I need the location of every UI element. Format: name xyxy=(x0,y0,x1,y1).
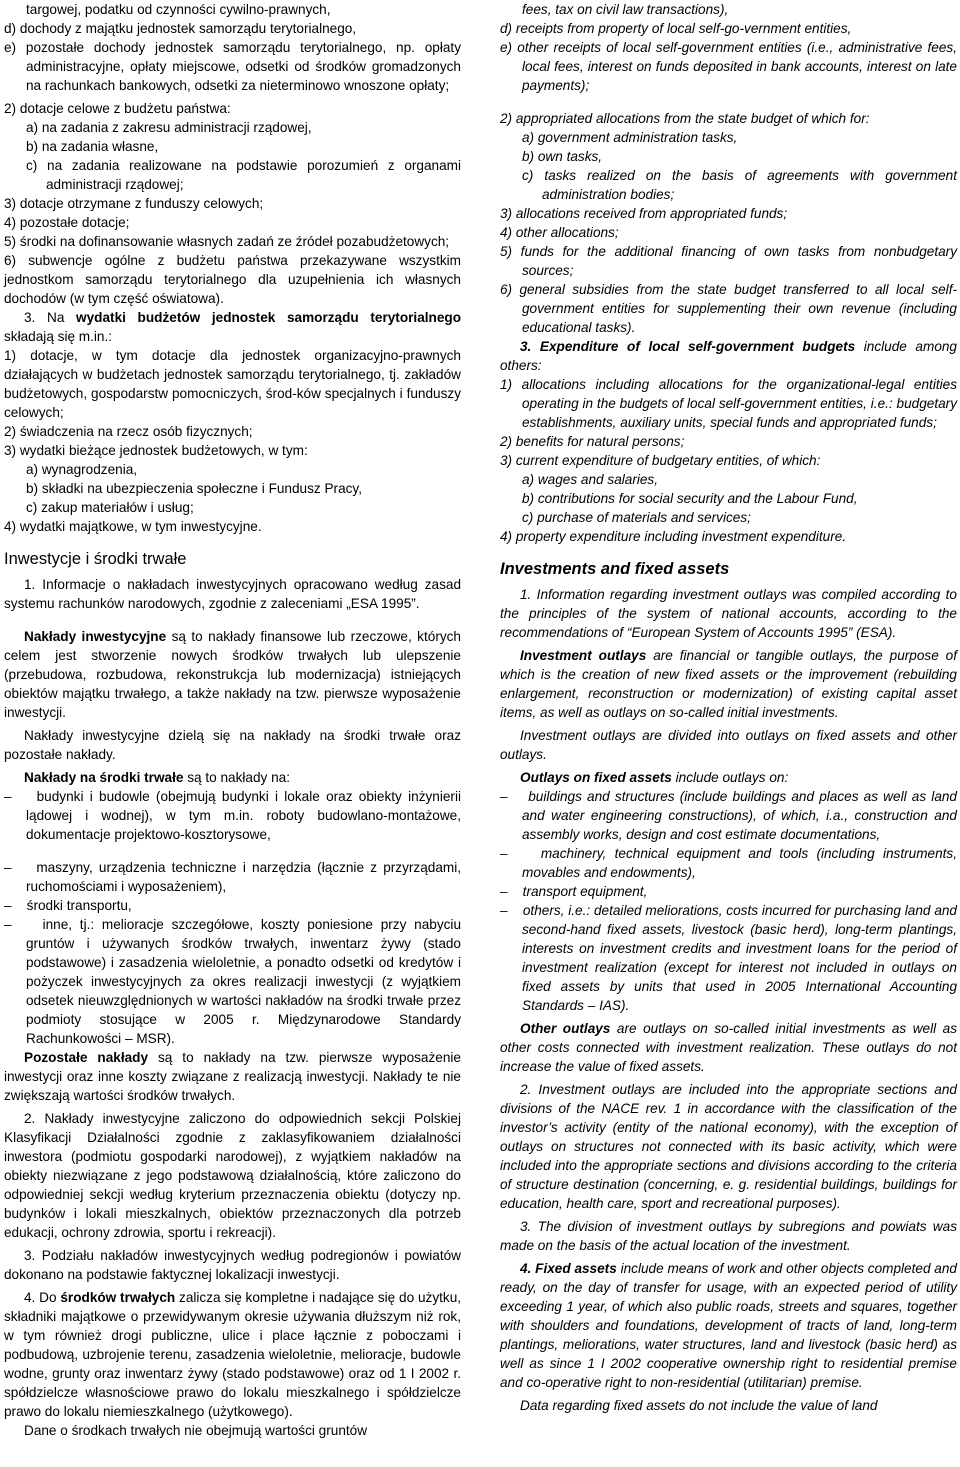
list-item: 6) general subsidies from the state budget transferred to all local self-government entities for supplementing their own revenue (including educational tasks). xyxy=(500,282,957,335)
paragraph: 4. Fixed assets include means of work and other objects completed and ready, on the day of transfer for usage, with an expected period of utility exceeding 1 year, of which also public roads, streets and squares, together with shoulders and foundations, development of tracts of land, long-term plantings, meliorations, water structures, land and livestock (basic herd) as well as since 1 I 2002 cooperative ownership right to residential premise and co-operative right to non-residential (utilitarian) premise. xyxy=(500,1261,957,1390)
list-item: 2) świadczenia na rzecz osób fizycznych; xyxy=(4,424,253,439)
list-item: a) government administration tasks, xyxy=(522,130,738,145)
bold-term: Nakłady na środki trwałe xyxy=(24,770,184,785)
paragraph-number: 4. xyxy=(24,1290,36,1305)
dash-item: – inne, tj.: melioracje szczegółowe, koszty poniesione przy nabyciu gruntów i używanych środków trwałych, inwentarz żywy (stado podstawowe) i zasadzenia wieloletnie, a ponadto odsetki od kredytów i pożyczek inwestycyjnych za okres realizacji inwestycji (z wyjątkiem odsetek nieuwzględnionych w wartości nakładów na środki trwałe przez podmioty stosujące w 2005 r. Międzynarodowe Standardy Rachunkowości – MSR). xyxy=(4,917,461,1046)
list-item: b) na zadania własne, xyxy=(26,139,159,154)
bold-term: Investment outlays xyxy=(520,648,647,663)
paragraph: Nakłady inwestycyjne dzielą się na nakłady na środki trwałe oraz pozostałe nakłady. xyxy=(4,728,461,762)
list-item: 3) wydatki bieżące jednostek budżetowych, w tym: xyxy=(4,443,308,458)
list-item: 4) wydatki majątkowe, w tym inwestycyjne. xyxy=(4,519,262,534)
list-item: c) zakup materiałów i usług; xyxy=(26,500,194,515)
paragraph: 2. Investment outlays are included into the appropriate sections and divisions of the NACE rev. 1 in accordance with the classification of the investor’s activity (entity of the national economy), with the exception of outlays on structures not connected with its basic activity, which were included into the appropriate sections and divisions according to the criteria of structure destination (concerning, e. g. residential buildings, buildings for education, health care, sport and recreational purposes). xyxy=(500,1082,957,1211)
paragraph: Other outlays are outlays on so-called initial investments as well as other costs connected with investment realization. These outlays do not increase the value of fixed assets. xyxy=(500,1021,957,1074)
dash-item: – budynki i budowle (obejmują budynki i lokale oraz obiekty inżynierii lądowej i wodnej), w tym m.in. roboty budowlano-montażowe, dokumentacje projektowo-kosztorysowe, xyxy=(4,789,461,842)
paragraph: 4. Do środków trwałych zalicza się kompletne i nadające się do użytku, składniki majątkowe o przewidywanym okresie używania dłuższym niż rok, w tym również drogi publiczne, ulice i place łącznie z poboczami i podbudową, uzbrojenie terenu, zasadzenia wieloletnie, melioracje, budowle wodne, grunty oraz inwentarz żywy (stado podstawowe) oraz od 1 I 2002 r. spółdzielcze własnościowe prawo do lokalu mieszkalnego i spółdzielcze prawo do lokalu niemieszkalnego (użytkowego). xyxy=(4,1290,462,1419)
list-item: a) wages and salaries, xyxy=(522,472,659,487)
list-item: d) receipts from property of local self-go-vernment entities, xyxy=(500,21,852,36)
bold-term: środków trwałych xyxy=(60,1290,176,1305)
paragraph: 1. Information regarding investment outlays was compiled according to the principles of the system of national accounts, according to the recommendations of “European System of Accounts 1995” (ESA). xyxy=(500,587,957,640)
paragraph-number: 1. xyxy=(520,587,532,602)
bold-term: Outlays on fixed assets xyxy=(520,770,672,785)
list-item: a) wynagrodzenia, xyxy=(26,462,138,477)
english-column xyxy=(500,0,957,1415)
list-item: 5) środki na dofinansowanie własnych zadań ze źródeł pozabudżetowych; xyxy=(4,234,450,249)
list-item: c) na zadania realizowane na podstawie porozumień z organami administracji rządowej; xyxy=(26,158,461,192)
paragraph: 3. Expenditure of local self-government budgets include among others: xyxy=(500,339,957,373)
list-item: b) own tasks, xyxy=(522,149,603,164)
paragraph: Data regarding fixed assets do not include the value of land xyxy=(520,1398,878,1413)
paragraph: 3. Na wydatki budżetów jednostek samorządu terytorialnego składają się m.in.: xyxy=(4,310,462,344)
list-item: 4) pozostałe dotacje; xyxy=(4,215,130,230)
paragraph-number: 3. xyxy=(520,339,532,354)
list-item: c) tasks realized on the basis of agreements with government administration bodies; xyxy=(522,168,957,202)
list-item: 2) appropriated allocations from the state budget of which for: xyxy=(500,111,870,126)
list-item: 3) dotacje otrzymane z funduszy celowych; xyxy=(4,196,264,211)
section-heading: Investments and fixed assets xyxy=(500,560,730,578)
dash-item: – others, i.e.: detailed meliorations, costs incurred for purchasing land and second-hand fixed assets, livestock (basic herd), long-term plantings, interests on investment credits and investment loans for the period of investment realization (except for interest not included in outlays on fixed assets by units that used in 2005 International Accounting Standards – IAS). xyxy=(500,903,957,1013)
bold-term: Fixed assets xyxy=(535,1261,617,1276)
list-item: 1) dotacje, w tym dotacje dla jednostek organizacyjno-prawnych działających w budżetach jednostek samorządu terytorialnego, tj. zakładów budżetowych, gospodarstw pomocniczych, środ-ków specjalnych i funduszy celowych; xyxy=(4,348,461,420)
text-line: fees, tax on civil law transactions), xyxy=(522,2,729,17)
list-item: e) pozostałe dochody jednostek samorządu terytorialnego, np. opłaty administracyjne, opłaty miejscowe, odsetki od środków gromadzonych na rachunkach bankowych, odsetki za nieterminowo wnoszone opłaty; xyxy=(4,40,461,93)
paragraph: Investment outlays are divided into outlays on fixed assets and other outlays. xyxy=(500,728,957,762)
list-item: a) na zadania z zakresu administracji rządowej, xyxy=(26,120,312,135)
paragraph: 2. Nakłady inwestycyjne zaliczono do odpowiednich sekcji Polskiej Klasyfikacji Działalności zgodnie z zaklasyfikowaniem działalności inwestora (podmiotu gospodarki narodowej), z wyjątkiem nakładów na obiekty niezwiązane z jego podstawową działalnością, które zaliczono do odpowiedniej sekcji według kryterium przeznaczenia obiektu (dotyczy np. budynków i lokali mieszkalnych, obiektów przeznaczonych dla potrzeb edukacji, ochrony zdrowia, sportu i rekreacji). xyxy=(4,1111,461,1240)
paragraph-number: 3. xyxy=(24,1248,36,1263)
list-item: 2) dotacje celowe z budżetu państwa: xyxy=(4,101,231,116)
paragraph-number: 2. xyxy=(520,1082,532,1097)
list-item: 4) property expenditure including investment expenditure. xyxy=(500,529,847,544)
list-item: d) dochody z majątku jednostek samorządu terytorialnego, xyxy=(4,21,357,36)
list-item: 2) benefits for natural persons; xyxy=(500,434,685,449)
list-item: 6) subwencje ogólne z budżetu państwa przekazywane wszystkim jednostkom samorządu terytorialnego dla uzupełnienia ich własnych dochodów (w tym część oświatowa). xyxy=(4,253,461,306)
dash-item: – środki transportu, xyxy=(4,898,132,913)
list-item: c) purchase of materials and services; xyxy=(522,510,751,525)
list-item: 1) allocations including allocations for the organizational-legal entities operating in the budgets of local self-government entities, i.e.: budgetary establishments, auxiliary units, special funds and appropriated funds; xyxy=(500,377,957,430)
dash-item: – machinery, technical equipment and tools (including instruments, movables and endowments), xyxy=(500,846,957,880)
bold-term: Expenditure of local self-government budgets xyxy=(539,339,856,354)
paragraph: 1. Informacje o nakładach inwestycyjnych opracowano według zasad systemu rachunków narodowych, zgodnie z zaleceniami „ESA 1995”. xyxy=(4,577,462,611)
polish-column xyxy=(4,0,461,1440)
bold-term: Nakłady inwestycyjne xyxy=(24,629,167,644)
section-heading: Inwestycje i środki trwałe xyxy=(4,550,187,568)
paragraph-number: 4. xyxy=(520,1261,532,1276)
paragraph: Outlays on fixed assets include outlays on: xyxy=(520,770,789,785)
dash-item: – buildings and structures (include buildings and places as well as land and water engineering constructions), of which, i.a., construction and assembly works, design and cost estimate documentations, xyxy=(500,789,957,842)
list-item: b) składki na ubezpieczenia społeczne i Fundusz Pracy, xyxy=(26,481,362,496)
list-item: e) other receipts of local self-government entities (i.e., administrative fees, local fees, interest on funds deposited in bank accounts, interest on late payments); xyxy=(500,40,957,93)
dash-item: – maszyny, urządzenia techniczne i narzędzia (łącznie z przyrządami, ruchomościami i wyposażeniem), xyxy=(4,860,461,894)
list-item: b) contributions for social security and the Labour Fund, xyxy=(522,491,858,506)
paragraph-number: 3. xyxy=(520,1219,532,1234)
list-item: 4) other allocations; xyxy=(500,225,619,240)
paragraph: 3. Podziału nakładów inwestycyjnych według podregionów i powiatów dokonano na podstawie faktycznej lokalizacji inwestycji. xyxy=(4,1248,461,1282)
dash-item: – transport equipment, xyxy=(500,884,648,899)
paragraph-number: 3. xyxy=(24,310,36,325)
bold-term: Other outlays xyxy=(520,1021,611,1036)
list-item: 5) funds for the additional financing of own tasks from nonbudgetary sources; xyxy=(500,244,957,278)
paragraph: Pozostałe nakłady są to nakłady na tzw. pierwsze wyposażenie inwestycji oraz inne koszty związane z realizacją inwestycji. Nakłady te nie zwiększają wartości środków trwałych. xyxy=(4,1050,461,1103)
text-line: targowej, podatku od czynności cywilno-prawnych, xyxy=(26,2,331,17)
paragraph: Nakłady inwestycyjne są to nakłady finansowe lub rzeczowe, których celem jest stworzenie nowych środków trwałych lub ulepszenie (przebudowa, rozbudowa, rekonstrukcja lub modernizacja) istniejących obiektów majątku trwałego, a także nakłady na tzw. pierwsze wyposażenie inwestycji. xyxy=(4,629,461,720)
paragraph: Investment outlays are financial or tangible outlays, the purpose of which is the creation of new fixed assets or the improvement (rebuilding enlargement, reconstruction or modernization) of existing capital asset items, as well as outlays on so-called initial investments. xyxy=(500,648,958,720)
list-item: 3) allocations received from appropriated funds; xyxy=(500,206,788,221)
list-item: 3) current expenditure of budgetary entities, of which: xyxy=(500,453,821,468)
paragraph: Nakłady na środki trwałe są to nakłady na: xyxy=(24,770,290,785)
paragraph-number: 2. xyxy=(24,1111,36,1126)
bold-term: Pozostałe nakłady xyxy=(24,1050,149,1065)
bold-term: wydatki budżetów jednostek samorządu terytorialnego xyxy=(76,310,462,325)
paragraph: Dane o środkach trwałych nie obejmują wartości gruntów xyxy=(24,1423,368,1438)
paragraph-number: 1. xyxy=(24,577,36,592)
paragraph: 3. The division of investment outlays by subregions and powiats was made on the basis of the actual location of the investment. xyxy=(500,1219,957,1253)
